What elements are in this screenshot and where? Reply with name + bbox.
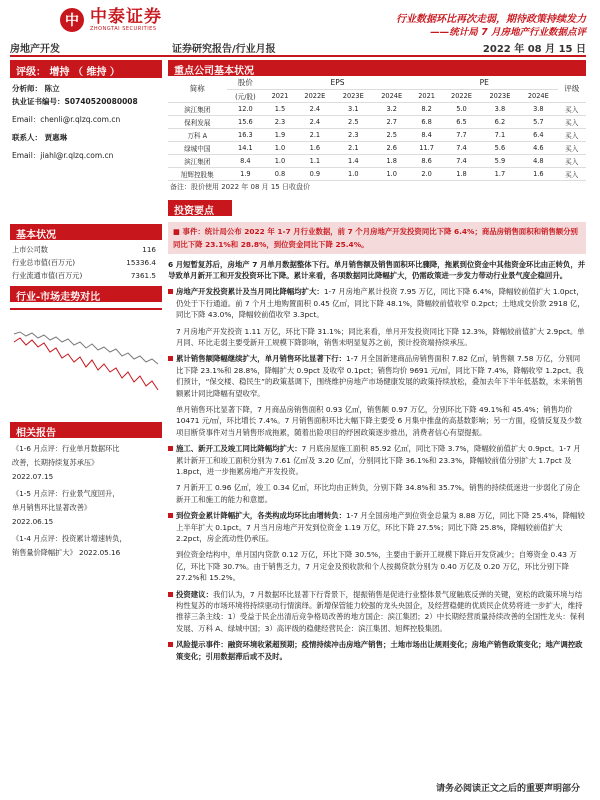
company-table [168, 76, 586, 181]
cell-value: 1.6 [519, 167, 557, 180]
cell-value: 7.7 [442, 128, 480, 141]
related-report-item[interactable] [10, 487, 162, 529]
cell-value: 0.8 [264, 167, 295, 180]
cell-price: 16.3 [227, 128, 265, 141]
cell-rating: 买入 [558, 115, 586, 128]
cell-name: 滨江集团 [168, 154, 227, 167]
construction-paragraph-2: 7 月新开工 0.96 亿㎡，竣工 0.34 亿㎡，环比均由正转负，分别下降 34.8%和 35.7%。销售的持续低迷进一步弱化了房企新开工和施工的能力和意愿。 [176, 483, 581, 504]
report-date: 2022 年 08 月 15 日 [482, 44, 586, 55]
investment-paragraph [168, 286, 586, 320]
logo-cn-text: 中泰证券 [90, 7, 162, 27]
bullet-square-icon [168, 513, 173, 518]
basic-key: 行业总市值(百万元) [12, 258, 76, 267]
related-report-title-cont [10, 546, 162, 560]
funding-paragraph-2: 到位资金结构中，单月国内贷款 0.12 万亿，环比下降 30.5%，主要由于新开工规模下降后开发贷减少；自筹资金 0.43 万亿，环比下降 30.7%。由于销售乏力，7 月定金及预收款和个人按揭贷款分别为 0.40 万亿及 0.20 万亿，环比分别下降 27.2%和 15.2%。 [176, 550, 577, 583]
cell-value: 3.8 [519, 102, 557, 115]
summary-paragraph: 6 月短暂复苏后，房地产 7 月单月数据整体下行。单月销售额及销售面积环比骤降，拖累到位资金中其他资金环比由正转负，并导致单月新开工和开发投资环比下降。累计来看，各项数据同比降幅扩大，仍需政策进一步发力带动行业景气度企稳回升。 [168, 259, 586, 280]
th-price-unit: (元/股) [227, 89, 265, 102]
cell-value: 2.1 [296, 128, 334, 141]
construction-heading: 施工、新开工及竣工同比降幅均扩大： [176, 444, 302, 454]
market-trend-chart [10, 308, 162, 408]
logo-mark-icon: 中 [60, 8, 84, 32]
th-year: 2021 [264, 89, 295, 102]
cell-value: 1.1 [296, 154, 334, 167]
basic-row [10, 269, 162, 282]
cell-value: 11.7 [411, 141, 442, 154]
sales-text: 1-7 月全国新建商品房销售面积 7.82 亿㎡，销售额 7.58 万亿，分别同比下降 23.1%和 28.8%，降幅扩大 0.9pct 及收窄 0.1pct；销售均价 9691 元/㎡，同比下降 7.4%，降幅收窄 1.2pct。我们预计，“保交楼、稳民生”的政策基调下，围绕维护房地产市场健康发展的政策持续放松，叠加去年下半年低基数，未来销售额累计同比降幅有望收窄。 [176, 354, 584, 398]
cell-value: 7.1 [481, 128, 519, 141]
cell-rating: 买入 [558, 154, 586, 167]
company-table-header: 重点公司基本状况 [168, 60, 586, 76]
cell-value: 6.8 [411, 115, 442, 128]
cell-value: 0.9 [296, 167, 334, 180]
cell-value: 1.7 [481, 167, 519, 180]
cell-value: 7.4 [442, 154, 480, 167]
cell-value: 8.2 [411, 102, 442, 115]
related-report-title: 《1-4 月点评：投资累计增速转负， [12, 534, 127, 543]
investment-paragraph-2: 7 月房地产开发投资 1.11 万亿，环比下降 31.1%；同比来看，单月开发投资同比下降 12.3%，降幅较前值扩大 2.9pct。单月同、环比走弱主要受新开工规模下降影响，销售未明显复苏之前，预计投资端持续承压。 [176, 326, 585, 347]
main-content [168, 60, 586, 662]
sales-paragraph [168, 353, 586, 399]
th-rating: 评级 [558, 76, 586, 102]
event-highlight: ■ 事件：统计局公布 2022 年 1-7 月行业数据，前 7 个月房地产开发投资同比下降 6.4%；商品房销售面积和销售额分别同比下降 23.1%和 28.8%，到位资金同比下降 25.4%。 [168, 222, 586, 254]
report-subtitle: ——统计局 7 月房地产行业数据点评 [430, 27, 586, 38]
report-type: 证券研究报告/行业月报 [172, 44, 276, 55]
th-year: 2023E [334, 89, 372, 102]
cell-value: 2.5 [334, 115, 372, 128]
table-row [168, 128, 586, 141]
trend-chart-svg [10, 312, 162, 408]
index-line [14, 338, 158, 390]
risk-text: 风险提示事件：融资环境收紧超预期；疫情持续冲击房地产销售；土地市场出让规则变化；房地产销售政策变化；地产调控政策变化；引用数据滞后或不及时。 [176, 640, 583, 661]
table-group-header [168, 76, 586, 89]
related-report-date: 2022.07.15 [12, 472, 54, 481]
contact-name: 联系人： 贾惠琳 [12, 133, 68, 142]
cell-value: 4.8 [519, 154, 557, 167]
related-report-title-cont: 改善，长期持续复苏承压》 [12, 458, 99, 467]
basic-key: 行业流通市值(百万元) [12, 271, 83, 280]
sector-label: 房地产开发 [10, 44, 60, 55]
cell-price: 14.1 [227, 141, 265, 154]
header-info-row [10, 40, 586, 54]
footer-disclaimer: 请务必阅读正文之后的重要声明部分 [435, 784, 580, 794]
analyst-email[interactable]: Email：chenli@r.qlzq.com.cn [12, 115, 121, 124]
cell-price: 12.0 [227, 102, 265, 115]
basic-row [10, 256, 162, 269]
related-reports-header: 相关报告 [10, 422, 162, 438]
funding-paragraph [168, 510, 586, 544]
left-sidebar [10, 60, 162, 560]
cell-value: 5.6 [481, 141, 519, 154]
suggestion-paragraph [168, 589, 586, 635]
cell-value: 2.5 [372, 128, 410, 141]
analyst-info [10, 82, 162, 162]
funding-heading: 到位资金累计降幅扩大，各类构成均环比由增转负： [176, 511, 346, 521]
th-year: 2023E [481, 89, 519, 102]
cell-value: 8.6 [411, 154, 442, 167]
cell-value: 2.3 [334, 128, 372, 141]
basic-value: 15336.4 [126, 258, 156, 267]
cell-value: 1.6 [296, 141, 334, 154]
license-row [12, 95, 162, 108]
cell-name: 滨江集团 [168, 102, 227, 115]
cell-name: 旭辉控股集 [168, 167, 227, 180]
table-row [168, 141, 586, 154]
investment-text: 1-7 月房地产累计投资 7.95 万亿，同比下降 6.4%，降幅较前值扩大 1.0pct，仍处于下行通道。前 7 个月土地购置面积 0.45 亿㎡，同比下降 48.1%，降幅较前值收窄 0.2pct；土地成交价款 2918 亿，同比下降 43.0%，降幅较前值收窄 3.3pct。 [176, 287, 585, 320]
suggestion-text: 我们认为，7 月数据环比显著下行背景下，提振销售是促进行业整体景气度触底反弹的关键，宽松的政策环境与结构性复苏的市场环境将持续驱动行情演绎。新增保管能力较强的龙头央国企，及经营稳健的优质民企优势将进一步扩大，维持推荐三条主线：1）受益于民企出清后竞争格局改善的地方国企：滨江集团；2）中长期经营质量持续改善的全国性龙头：保利发展、万科 A、绿城中国；3）高评级的稳健经营民企：滨江集团、旭辉控股集团。 [176, 589, 585, 633]
cell-price: 15.6 [227, 115, 265, 128]
bullet-square-icon [168, 642, 173, 647]
cell-rating: 买入 [558, 141, 586, 154]
cell-value: 6.4 [519, 128, 557, 141]
related-report-title: 《1-5 月点评：行业景气度回升， [12, 489, 120, 498]
sector-line [14, 332, 158, 364]
th-year: 2021 [411, 89, 442, 102]
bullet-square-icon [168, 592, 173, 597]
key-points-header: 投资要点 [168, 200, 232, 216]
bullet-square-icon [168, 356, 173, 361]
cell-value: 3.8 [481, 102, 519, 115]
cell-name: 万科 A [168, 128, 227, 141]
basic-status-table [10, 243, 162, 282]
cell-value: 1.0 [264, 154, 295, 167]
sales-heading: 累计销售额降幅继续扩大，单月销售环比显著下行： [176, 354, 346, 364]
report-title: 行业数据环比再次走弱，期待政策持续发力 [396, 14, 586, 25]
cell-value: 2.0 [411, 167, 442, 180]
cell-value: 1.0 [334, 167, 372, 180]
construction-paragraph [168, 443, 586, 477]
cell-value: 5.7 [519, 115, 557, 128]
table-row [168, 167, 586, 180]
bullet-square-icon [168, 446, 173, 451]
cell-value: 3.1 [334, 102, 372, 115]
funding-text: 1-7 月全国房地产到位资金总量为 8.88 万亿，同比下降 25.4%，降幅较上半年扩大 0.1pct。7 月当月房地产开发到位资金 1.19 万亿，环比下降 27.5%；同比下降 25.8%，降幅较前值扩大 2.2pct，房企流动性仍承压。 [176, 511, 585, 544]
cell-value: 1.4 [334, 154, 372, 167]
basic-value: 7361.5 [130, 271, 156, 280]
cell-value: 1.5 [264, 102, 295, 115]
license-number: S0740520080008 [64, 97, 138, 106]
cell-value: 5.0 [442, 102, 480, 115]
cell-value: 8.4 [411, 128, 442, 141]
table-sub-header [168, 89, 586, 102]
table-note: 备注：股价使用 2022 年 08 月 15 日收盘价 [170, 182, 310, 191]
cell-price: 8.4 [227, 154, 265, 167]
analyst-name: 分析师： 陈立 [12, 84, 60, 93]
cell-value: 2.4 [296, 102, 334, 115]
cell-value: 1.8 [442, 167, 480, 180]
th-price: 股价 [227, 76, 265, 89]
cell-rating: 买入 [558, 167, 586, 180]
cell-value: 2.1 [334, 141, 372, 154]
investment-heading: 房地产开发投资累计及当月同比降幅均扩大： [176, 287, 324, 297]
cell-rating: 买入 [558, 128, 586, 141]
cell-value: 2.7 [372, 115, 410, 128]
th-year: 2022E [442, 89, 480, 102]
sales-paragraph-2: 单月销售环比显著下降，7 月商品房销售面积 0.93 亿㎡，销售额 0.97 万亿，分别环比下降 49.1%和 45.4%；销售均价 10471 元/㎡，环比增长 7.4%。7 月销售面积环比大幅下降主要受 6 月集中推盘的高基数影响；另一方面，疫情反复及少数项目断贷事件对当月销售形成拖累，随着出险项目的纾困政策逐步推出，消费者信心有望提振。 [176, 404, 582, 437]
related-report-item[interactable] [10, 442, 162, 484]
cell-value: 2.6 [372, 141, 410, 154]
company-logo [60, 8, 162, 32]
cell-name: 保利发展 [168, 115, 227, 128]
rating-banner: 评级： 增持 （ 维持 ） [10, 60, 162, 78]
cell-value: 1.8 [372, 154, 410, 167]
related-report-date: 2022.05.16 [79, 548, 121, 557]
cell-price: 1.9 [227, 167, 265, 180]
th-pe: PE [411, 76, 558, 89]
basic-row [10, 243, 162, 256]
cell-value: 1.0 [372, 167, 410, 180]
table-body [168, 102, 586, 180]
cell-value: 1.9 [264, 128, 295, 141]
related-report-title: 《1-6 月点评：行业单月数据环比 [12, 444, 120, 453]
cell-value: 6.2 [481, 115, 519, 128]
cell-value: 7.4 [442, 141, 480, 154]
th-eps: EPS [264, 76, 411, 89]
cell-name: 绿城中国 [168, 141, 227, 154]
table-row [168, 102, 586, 115]
related-report-title-cont: 单月销售环比显著改善》 [12, 503, 92, 512]
th-year: 2024E [372, 89, 410, 102]
th-year: 2024E [519, 89, 557, 102]
cell-value: 3.2 [372, 102, 410, 115]
construction-text: 7 月底房屋施工面积 85.92 亿㎡，同比下降 3.7%，降幅较前值扩大 0.9pct。1-7 月累计新开工和竣工面积分别为 7.61 亿㎡及 3.20 亿㎡，分别同比下降 36.1%和 23.3%，降幅较前值分别扩大 1.7pct 及 1.8pct，进一步拖累房地产开发投资。 [176, 444, 581, 476]
cell-value: 5.9 [481, 154, 519, 167]
contact-email[interactable]: Email：jiahl@r.qlzq.com.cn [12, 151, 114, 160]
related-report-date: 2022.06.15 [12, 517, 54, 526]
basic-value: 116 [142, 245, 156, 254]
basic-key: 上市公司数 [12, 245, 48, 254]
related-reports-list [10, 442, 162, 560]
th-name: 简称 [168, 76, 227, 102]
market-trend-header: 行业-市场走势对比 [10, 286, 162, 302]
risk-paragraph [168, 639, 586, 662]
logo-en-text: ZHONGTAI SECURITIES [90, 26, 157, 32]
basic-status-header: 基本状况 [10, 224, 162, 240]
cell-value: 1.0 [264, 141, 295, 154]
bullet-square-icon [168, 289, 173, 294]
cell-value: 4.6 [519, 141, 557, 154]
cell-value: 6.5 [442, 115, 480, 128]
related-report-item[interactable] [10, 532, 162, 560]
cell-value: 2.3 [264, 115, 295, 128]
cell-value: 2.4 [296, 115, 334, 128]
license-label: 执业证书编号： [12, 97, 65, 106]
table-row [168, 154, 586, 167]
suggestion-heading: 投资建议： [176, 589, 213, 599]
header-divider [10, 55, 586, 57]
table-row [168, 115, 586, 128]
th-year: 2022E [296, 89, 334, 102]
cell-rating: 买入 [558, 102, 586, 115]
related-report-title-tail: 销售量价降幅扩大》 [12, 548, 77, 557]
